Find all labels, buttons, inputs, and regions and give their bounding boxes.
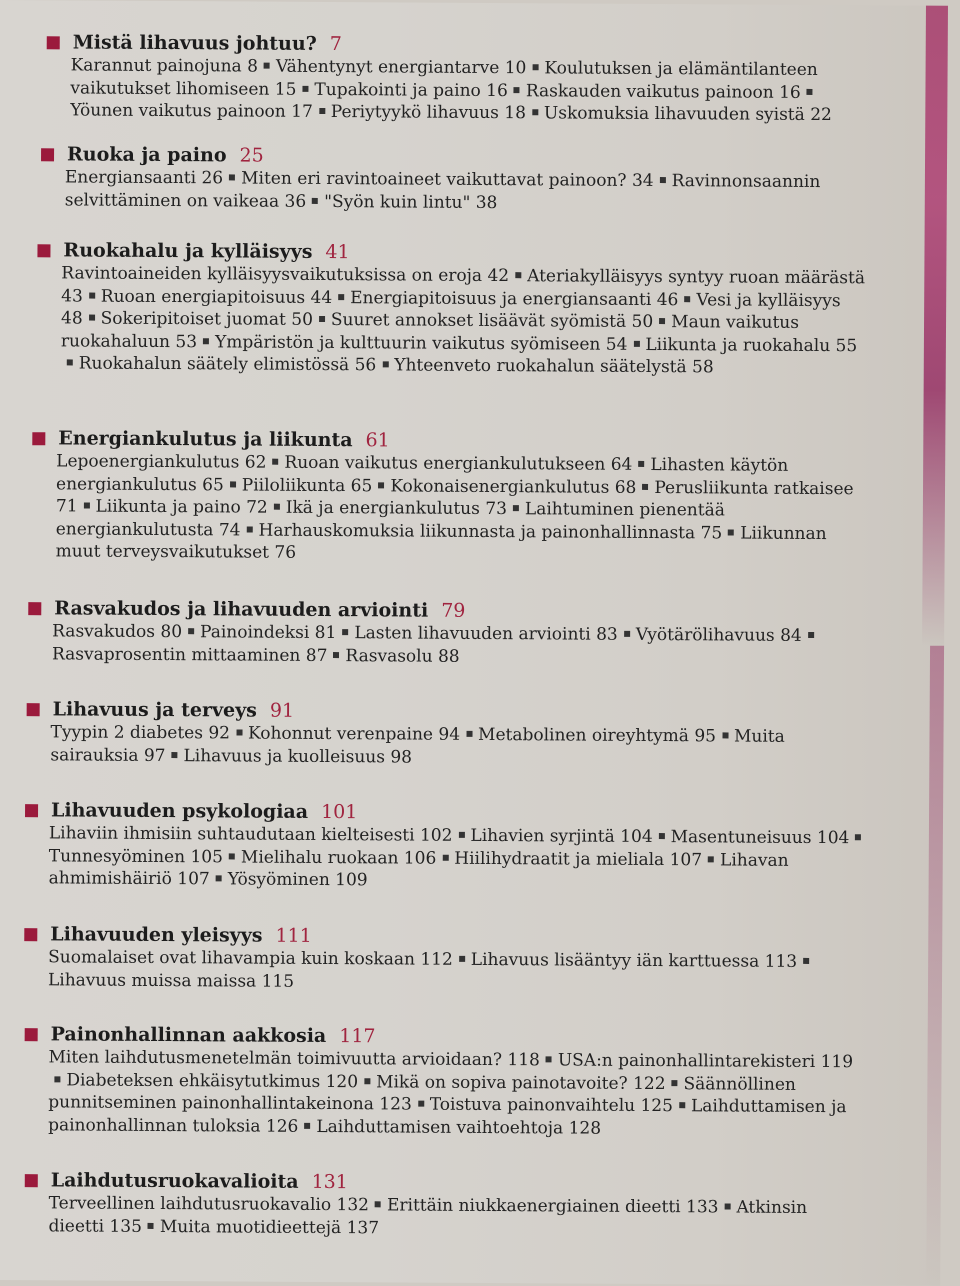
toc-entry: Suuret annokset lisäävät syömistä 50 bbox=[330, 310, 654, 332]
toc-section bbox=[25, 798, 871, 895]
toc-entry: Lihaviin ihmisiin suhtaudutaan kielteisesti 102 bbox=[48, 823, 453, 846]
separator-square-icon bbox=[855, 834, 861, 840]
separator-square-icon bbox=[148, 1222, 154, 1228]
section-page-number: 7 bbox=[329, 33, 342, 56]
separator-square-icon bbox=[229, 174, 235, 180]
separator-square-icon bbox=[638, 461, 644, 467]
toc-entry: Miten eri ravintoaineet vaikuttavat painoon? 34 bbox=[241, 168, 654, 191]
toc-entry: Ateriakylläisyys syntyy ruoan määrästä 43 bbox=[61, 266, 866, 307]
separator-square-icon bbox=[84, 503, 90, 509]
toc-entry: Energiansaanti 26 bbox=[64, 167, 224, 189]
section-title: Rasvakudos ja lihavuuden arviointi bbox=[54, 597, 429, 622]
toc-entry: USA:n painonhallintarekisteri 119 bbox=[557, 1050, 854, 1073]
toc-entry: Mielihalu ruokaan 106 bbox=[240, 846, 437, 869]
section-bullet-icon bbox=[28, 602, 41, 615]
toc-entry: Masentuneisuus 104 bbox=[670, 827, 850, 849]
toc-entry: Yöunen vaikutus painoon 17 bbox=[70, 100, 313, 122]
separator-square-icon bbox=[319, 316, 325, 322]
toc-entry: Lasten lihavuuden arviointi 83 bbox=[354, 623, 618, 645]
toc-entry: Ikä ja energiankulutus 73 bbox=[285, 497, 507, 520]
section-title: Lihavuuden yleisyys bbox=[50, 923, 263, 947]
toc-section bbox=[24, 922, 862, 996]
toc-section bbox=[41, 142, 871, 216]
separator-square-icon bbox=[304, 1122, 310, 1128]
section-bullet-icon bbox=[37, 244, 50, 257]
toc-entry: Harhauskomuksia liikunnasta ja painonhallinnasta 75 bbox=[258, 520, 723, 543]
separator-square-icon bbox=[459, 956, 465, 962]
section-entries bbox=[61, 262, 868, 379]
toc-section bbox=[24, 1022, 863, 1141]
toc-entry: Sokeripitoiset juomat 50 bbox=[100, 308, 314, 330]
separator-square-icon bbox=[375, 1201, 381, 1207]
section-page-number: 111 bbox=[275, 924, 312, 947]
separator-square-icon bbox=[546, 1056, 552, 1062]
section-title: Ruoka ja paino bbox=[66, 143, 227, 167]
separator-square-icon bbox=[333, 652, 339, 658]
section-title: Lihavuus ja terveys bbox=[52, 698, 257, 722]
section-entries bbox=[48, 946, 862, 996]
section-entries bbox=[65, 166, 871, 216]
separator-square-icon bbox=[728, 529, 734, 535]
separator-square-icon bbox=[532, 109, 538, 115]
toc-entry: Ravinnonsaannin selvittäminen on vaikeaa 36 bbox=[64, 171, 821, 212]
toc-entry: Mikä on sopiva painotavoite? 122 bbox=[376, 1071, 666, 1094]
toc-entry: Laihduttamisen vaihtoehtoja 128 bbox=[316, 1116, 602, 1139]
section-entries bbox=[48, 1192, 844, 1242]
toc-entry: Hiilihydraatit ja mieliala 107 bbox=[454, 848, 703, 870]
section-entries bbox=[52, 620, 866, 670]
section-page-number: 61 bbox=[365, 429, 390, 452]
toc-section bbox=[24, 1168, 844, 1242]
section-entries bbox=[49, 822, 870, 895]
separator-square-icon bbox=[684, 296, 690, 302]
toc-entry: Rasvakudos 80 bbox=[52, 621, 183, 643]
section-page-number: 101 bbox=[321, 800, 358, 824]
toc-entry: Energiapitoisuus ja energiansaanti 46 bbox=[350, 287, 679, 310]
separator-square-icon bbox=[247, 526, 253, 532]
separator-square-icon bbox=[312, 197, 318, 203]
toc-entry: Lihavuus ja kuolleisuus 98 bbox=[183, 745, 413, 768]
toc-entry: Vyötärölihavuus 84 bbox=[635, 624, 802, 646]
separator-square-icon bbox=[216, 875, 222, 881]
section-entries bbox=[48, 1046, 863, 1141]
separator-square-icon bbox=[342, 629, 348, 635]
toc-entry: Säännöllinen punnitseminen painonhallintakeinona 123 bbox=[48, 1073, 796, 1115]
separator-square-icon bbox=[442, 854, 448, 860]
toc-entry: Kokonaisenergiankulutus 68 bbox=[390, 475, 637, 498]
section-page-number: 91 bbox=[269, 699, 295, 722]
toc-entry: Yösyöminen 109 bbox=[227, 869, 368, 891]
separator-square-icon bbox=[514, 87, 520, 93]
toc-entry: Tyypin 2 diabetes 92 bbox=[50, 722, 231, 744]
toc-entry: Karannut painojuna 8 bbox=[70, 55, 259, 77]
separator-square-icon bbox=[679, 1102, 685, 1108]
toc-entry: Muita sairauksia 97 bbox=[50, 726, 785, 766]
toc-entry: Uskomuksia lihavuuden syistä 22 bbox=[543, 103, 832, 126]
section-title: Ruokahalu ja kylläisyys bbox=[63, 239, 313, 263]
separator-square-icon bbox=[338, 294, 344, 300]
section-bullet-icon bbox=[25, 804, 38, 817]
toc-entry: Diabeteksen ehkäisytutkimus 120 bbox=[66, 1069, 359, 1092]
section-bullet-icon bbox=[41, 148, 54, 161]
toc-section bbox=[37, 238, 868, 380]
separator-square-icon bbox=[67, 359, 73, 365]
section-title: Mistä lihavuus johtuu? bbox=[72, 31, 317, 55]
toc-entry: Liikunta ja ruokahalu 55 bbox=[645, 334, 858, 356]
toc-entry: Vähentynyt energiantarve 10 bbox=[275, 56, 527, 79]
toc-entry: Periytyykö lihavuus 18 bbox=[330, 102, 527, 124]
separator-square-icon bbox=[89, 315, 95, 321]
toc-entry: Lihasten käytön energiankulutus 65 bbox=[55, 454, 789, 495]
separator-square-icon bbox=[378, 482, 384, 488]
toc-entry: Rasvaprosentin mittaaminen 87 bbox=[51, 643, 328, 666]
separator-square-icon bbox=[230, 481, 236, 487]
toc-entry: Laihtuminen pienentää energiankulutusta 74 bbox=[55, 499, 725, 540]
toc-section bbox=[28, 596, 866, 670]
toc-entry: Ruoan energiapitoisuus 44 bbox=[100, 286, 333, 308]
section-title: Painonhallinnan aakkosia bbox=[50, 1023, 327, 1048]
toc-entry: Maun vaikutus ruokahaluun 53 bbox=[60, 312, 800, 352]
separator-square-icon bbox=[532, 64, 538, 70]
toc-entry: Lihavuus lisääntyy iän karttuessa 113 bbox=[470, 949, 798, 972]
separator-square-icon bbox=[172, 752, 178, 758]
toc-entry: Miten laihdutusmenetelmän toimivuutta arvioidaan? 118 bbox=[48, 1047, 540, 1071]
book-cover-shadow bbox=[926, 646, 944, 1286]
separator-square-icon bbox=[660, 177, 666, 183]
separator-square-icon bbox=[229, 853, 235, 859]
separator-square-icon bbox=[808, 632, 814, 638]
toc-entry: Yhteenveto ruokahalun säätelystä 58 bbox=[394, 355, 714, 378]
separator-square-icon bbox=[672, 1080, 678, 1086]
toc-entry: Suomalaiset ovat lihavampia kuin koskaan 112 bbox=[48, 947, 453, 970]
toc-entry: Tunnesyöminen 105 bbox=[48, 845, 224, 867]
toc-entry: Lihavan ahmimishäiriö 107 bbox=[48, 849, 789, 890]
separator-square-icon bbox=[642, 483, 648, 489]
toc-section bbox=[26, 697, 864, 771]
separator-square-icon bbox=[803, 958, 809, 964]
separator-square-icon bbox=[624, 631, 630, 637]
toc-entry: Tupakointi ja paino 16 bbox=[314, 79, 508, 101]
toc-entry: Painoindeksi 81 bbox=[200, 622, 337, 644]
toc-entry: Muita muotidieettejä 137 bbox=[159, 1216, 380, 1238]
section-page-number: 131 bbox=[311, 1170, 348, 1194]
section-page-number: 25 bbox=[239, 144, 264, 167]
toc-entry: Lepoenergiankulutus 62 bbox=[56, 451, 267, 473]
section-bullet-icon bbox=[32, 432, 45, 445]
separator-square-icon bbox=[364, 1078, 370, 1084]
toc-entry: Vesi ja kylläisyys 48 bbox=[60, 289, 841, 329]
toc-entry: Koulutuksen ja elämäntilanteen vaikutukset lihomiseen 15 bbox=[70, 58, 818, 100]
toc-entry: "Syön kuin lintu" 38 bbox=[324, 191, 498, 213]
separator-square-icon bbox=[203, 338, 209, 344]
toc-entry: Piiloliikunta 65 bbox=[241, 474, 373, 496]
separator-square-icon bbox=[272, 459, 278, 465]
separator-square-icon bbox=[382, 361, 388, 367]
separator-square-icon bbox=[274, 504, 280, 510]
toc-entry: Laihduttamisen ja painonhallinnan tuloksia 126 bbox=[48, 1096, 847, 1137]
separator-square-icon bbox=[236, 729, 242, 735]
toc-entry: Lihavien syrjintä 104 bbox=[470, 825, 653, 848]
section-bullet-icon bbox=[24, 928, 37, 941]
section-page-number: 41 bbox=[325, 240, 350, 264]
toc-entry: Erittäin niukkaenergiainen dieetti 133 bbox=[386, 1195, 719, 1218]
section-page-number: 79 bbox=[441, 599, 466, 622]
section-title: Lihavuuden psykologiaa bbox=[50, 799, 309, 823]
toc-section bbox=[32, 426, 868, 568]
toc-entry: Rasvasolu 88 bbox=[345, 645, 460, 667]
toc-entry: Liikunta ja paino 72 bbox=[95, 496, 268, 518]
separator-square-icon bbox=[319, 108, 325, 114]
section-entries bbox=[50, 721, 864, 771]
toc-entry: Lihavuus muissa maissa 115 bbox=[47, 969, 295, 992]
toc-entry: Ruoan vaikutus energiankulutukseen 64 bbox=[284, 452, 633, 475]
separator-square-icon bbox=[302, 85, 308, 91]
section-entries bbox=[56, 450, 868, 567]
separator-square-icon bbox=[659, 318, 665, 324]
section-bullet-icon bbox=[25, 1174, 38, 1187]
toc-entry: Kohonnut verenpaine 94 bbox=[247, 723, 461, 745]
separator-square-icon bbox=[659, 833, 665, 839]
toc-entry: Raskauden vaikutus painoon 16 bbox=[525, 80, 801, 103]
toc-entry: Perusliikunta ratkaisee 71 bbox=[55, 477, 854, 517]
separator-square-icon bbox=[708, 856, 714, 862]
section-bullet-icon bbox=[27, 703, 40, 716]
separator-square-icon bbox=[89, 292, 95, 298]
section-bullet-icon bbox=[47, 36, 60, 49]
separator-square-icon bbox=[513, 505, 519, 511]
separator-square-icon bbox=[807, 88, 813, 94]
toc-entry: Atkinsin dieetti 135 bbox=[48, 1197, 808, 1237]
section-entries bbox=[70, 54, 866, 126]
toc-entry: Metabolinen oireyhtymä 95 bbox=[478, 724, 717, 747]
toc-entry: Terveellinen laihdutusruokavalio 132 bbox=[48, 1193, 370, 1216]
book-cover-edge bbox=[922, 6, 948, 646]
separator-square-icon bbox=[466, 731, 472, 737]
section-bullet-icon bbox=[25, 1028, 38, 1041]
separator-square-icon bbox=[188, 628, 194, 634]
separator-square-icon bbox=[633, 340, 639, 346]
section-title: Laihdutusruokavalioita bbox=[50, 1169, 299, 1193]
section-page-number: 117 bbox=[339, 1025, 376, 1048]
separator-square-icon bbox=[458, 832, 464, 838]
toc-entry: Liikunnan muut terveysvaikutukset 76 bbox=[55, 523, 827, 563]
section-title: Energiankulutus ja liikunta bbox=[58, 427, 353, 452]
toc-entry: Ympäristön ja kulttuurin vaikutus syömiseen 54 bbox=[215, 331, 628, 355]
separator-square-icon bbox=[724, 1203, 730, 1209]
toc-entry: Ravintoaineiden kylläisyysvaikutuksissa on eroja 42 bbox=[61, 263, 510, 287]
separator-square-icon bbox=[264, 63, 270, 69]
toc-entry: Ruokahalun säätely elimistössä 56 bbox=[78, 353, 377, 376]
separator-square-icon bbox=[722, 732, 728, 738]
separator-square-icon bbox=[515, 272, 521, 278]
toc-section bbox=[46, 30, 867, 127]
separator-square-icon bbox=[54, 1076, 60, 1082]
separator-square-icon bbox=[418, 1101, 424, 1107]
toc-entry: Toistuva painonvaihtelu 125 bbox=[429, 1094, 674, 1117]
